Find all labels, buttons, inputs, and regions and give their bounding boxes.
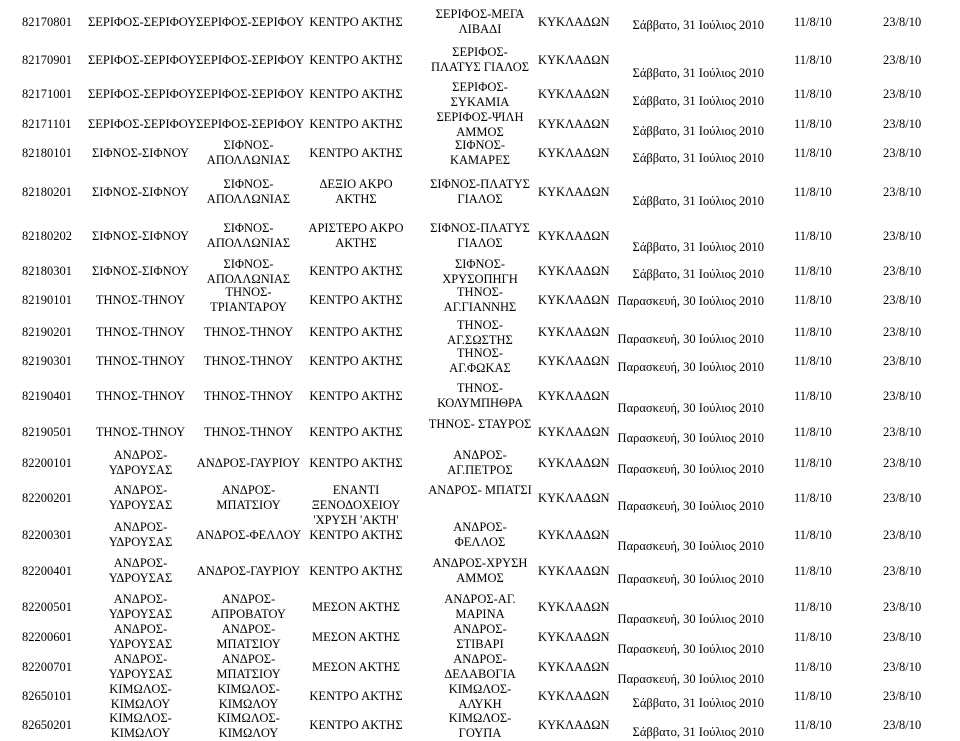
date-end-cell: 23/8/10 (883, 455, 922, 470)
date-end-cell: 23/8/10 (883, 292, 922, 307)
date-start-cell: 11/8/10 (794, 52, 832, 67)
sampling-date-cell: Παρασκευή, 30 Ιούλιος 2010 (617, 462, 764, 476)
community-cell: ΚΙΜΩΛΟΣ- ΚΙΜΩΛΟΥ (217, 682, 280, 711)
date-start-cell: 11/8/10 (794, 388, 832, 403)
sampling-point-cell: ΕΝΑΝΤΙ ΞΕΝΟΔΟΧΕΙΟΥ 'ΧΡΥΣΗ 'ΑΚΤΗ' (311, 483, 401, 527)
table-row (0, 216, 960, 256)
date-end-cell: 23/8/10 (883, 599, 922, 614)
community-cell: ΤΗΝΟΣ-ΤΗΝΟΥ (203, 424, 294, 439)
date-end-cell: 23/8/10 (883, 688, 922, 703)
prefecture-cell: ΚΥΚΛΑΔΩΝ (538, 599, 610, 614)
sampling-date-cell: Σάββατο, 31 Ιούλιος 2010 (632, 18, 764, 32)
prefecture-cell: ΚΥΚΛΑΔΩΝ (538, 455, 610, 470)
municipality-cell: ΣΙΦΝΟΣ-ΣΙΦΝΟΥ (91, 228, 190, 243)
prefecture-cell: ΚΥΚΛΑΔΩΝ (538, 14, 610, 29)
prefecture-cell: ΚΥΚΛΑΔΩΝ (538, 717, 610, 732)
community-cell: ΑΝΔΡΟΣ-ΓΑΥΡΙΟΥ (196, 563, 301, 578)
record-code-cell: 82190501 (22, 424, 72, 439)
prefecture-cell: ΚΥΚΛΑΔΩΝ (538, 263, 610, 278)
date-start-cell: 11/8/10 (794, 292, 832, 307)
date-start-cell: 11/8/10 (794, 455, 832, 470)
sampling-date-cell: Σάββατο, 31 Ιούλιος 2010 (632, 696, 764, 710)
table-row (0, 346, 960, 376)
beach-name-cell: ΚΙΜΩΛΟΣ- ΓΟΥΠΑ (448, 711, 512, 740)
municipality-cell: ΤΗΝΟΣ-ΤΗΝΟΥ (95, 424, 186, 439)
record-code-cell: 82650101 (22, 688, 72, 703)
beach-name-cell: ΤΗΝΟΣ- ΚΟΛΥΜΠΗΘΡΑ (437, 381, 523, 410)
municipality-cell: ΣΕΡΙΦΟΣ-ΣΕΡΙΦΟΥ (88, 14, 197, 29)
sampling-date-cell: Σάββατο, 31 Ιούλιος 2010 (632, 725, 764, 739)
prefecture-cell: ΚΥΚΛΑΔΩΝ (538, 490, 610, 505)
beach-name-cell: ΣΙΦΝΟΣ-ΠΛΑΤΥΣ ΓΙΑΛΟΣ (430, 221, 530, 250)
beach-name-cell: ΤΗΝΟΣ- ΑΓ.ΣΩΣΤΗΣ (447, 318, 513, 347)
community-cell: ΑΝΔΡΟΣ-ΦΕΛΛΟΥ (196, 527, 302, 542)
sampling-point-cell: ΚΕΝΤΡΟ ΑΚΤΗΣ (309, 116, 403, 131)
beach-name-cell: ΚΙΜΩΛΟΣ- ΑΛΥΚΗ (448, 682, 512, 711)
sampling-date-cell: Σάββατο, 31 Ιούλιος 2010 (632, 124, 764, 138)
record-code-cell: 82200401 (22, 563, 72, 578)
record-code-cell: 82171001 (22, 86, 72, 101)
beach-name-cell: ΑΝΔΡΟΣ- ΦΕΛΛΟΣ (453, 520, 507, 549)
record-code-cell: 82180101 (22, 145, 72, 160)
date-end-cell: 23/8/10 (883, 116, 922, 131)
municipality-cell: ΑΝΔΡΟΣ- ΥΔΡΟΥΣΑΣ (108, 652, 173, 681)
table-row (0, 479, 960, 527)
record-code-cell: 82180202 (22, 228, 72, 243)
beach-name-cell: ΑΝΔΡΟΣ- ΑΓ.ΠΕΤΡΟΣ (447, 448, 513, 477)
sampling-point-cell: ΜΕΣΟΝ ΑΚΤΗΣ (312, 599, 400, 614)
record-code-cell: 82200101 (22, 455, 72, 470)
date-start-cell: 11/8/10 (794, 424, 832, 439)
community-cell: ΑΝΔΡΟΣ- ΜΠΑΤΣΙΟΥ (216, 652, 281, 681)
table-row (0, 377, 960, 415)
community-cell: ΑΝΔΡΟΣ- ΜΠΑΤΣΙΟΥ (216, 483, 281, 512)
date-end-cell: 23/8/10 (883, 659, 922, 674)
date-start-cell: 11/8/10 (794, 629, 832, 644)
table-row (0, 711, 960, 739)
table-row (0, 170, 960, 214)
date-start-cell: 11/8/10 (794, 563, 832, 578)
sampling-point-cell: ΚΕΝΤΡΟ ΑΚΤΗΣ (309, 688, 403, 703)
beach-name-cell: ΑΝΔΡΟΣ-ΧΡΥΣΗ ΑΜΜΟΣ (432, 556, 528, 585)
community-cell: ΚΙΜΩΛΟΣ- ΚΙΜΩΛΟΥ (217, 711, 280, 740)
date-start-cell: 11/8/10 (794, 599, 832, 614)
table-row (0, 519, 960, 551)
beach-name-cell: ΑΝΔΡΟΣ- ΜΠΑΤΣΙ (428, 483, 532, 497)
sampling-point-cell: ΚΕΝΤΡΟ ΑΚΤΗΣ (309, 424, 403, 439)
sampling-date-cell: Σάββατο, 31 Ιούλιος 2010 (632, 267, 764, 281)
prefecture-cell: ΚΥΚΛΑΔΩΝ (538, 688, 610, 703)
sampling-date-cell: Παρασκευή, 30 Ιούλιος 2010 (617, 431, 764, 445)
prefecture-cell: ΚΥΚΛΑΔΩΝ (538, 527, 610, 542)
date-end-cell: 23/8/10 (883, 86, 922, 101)
sampling-date-cell: Παρασκευή, 30 Ιούλιος 2010 (617, 572, 764, 586)
date-start-cell: 11/8/10 (794, 14, 832, 29)
table-row (0, 80, 960, 108)
beach-name-cell: ΣΙΦΝΟΣ- ΧΡΥΣΟΠΗΓΗ (442, 257, 518, 286)
community-cell: ΤΗΝΟΣ-ΤΗΝΟΥ (203, 353, 294, 368)
table-row (0, 592, 960, 626)
prefecture-cell: ΚΥΚΛΑΔΩΝ (538, 86, 610, 101)
sampling-point-cell: ΚΕΝΤΡΟ ΑΚΤΗΣ (309, 388, 403, 403)
community-cell: ΤΗΝΟΣ-ΤΗΝΟΥ (203, 324, 294, 339)
municipality-cell: ΤΗΝΟΣ-ΤΗΝΟΥ (95, 388, 186, 403)
table-row (0, 4, 960, 40)
municipality-cell: ΚΙΜΩΛΟΣ- ΚΙΜΩΛΟΥ (109, 711, 172, 740)
beach-name-cell: ΑΝΔΡΟΣ- ΔΕΛΑΒΟΓΙΑ (444, 652, 516, 681)
sampling-date-cell: Σάββατο, 31 Ιούλιος 2010 (632, 240, 764, 254)
community-cell: ΣΕΡΙΦΟΣ-ΣΕΡΙΦΟΥ (196, 14, 305, 29)
date-end-cell: 23/8/10 (883, 14, 922, 29)
prefecture-cell: ΚΥΚΛΑΔΩΝ (538, 629, 610, 644)
table-row (0, 137, 960, 169)
sampling-point-cell: ΜΕΣΟΝ ΑΚΤΗΣ (312, 629, 400, 644)
date-end-cell: 23/8/10 (883, 184, 922, 199)
municipality-cell: ΤΗΝΟΣ-ΤΗΝΟΥ (95, 292, 186, 307)
record-code-cell: 82190201 (22, 324, 72, 339)
municipality-cell: ΑΝΔΡΟΣ- ΥΔΡΟΥΣΑΣ (108, 592, 173, 621)
beach-name-cell: ΣΙΦΝΟΣ- ΚΑΜΑΡΕΣ (449, 138, 511, 167)
sampling-point-cell: ΚΕΝΤΡΟ ΑΚΤΗΣ (309, 263, 403, 278)
date-start-cell: 11/8/10 (794, 659, 832, 674)
record-code-cell: 82170901 (22, 52, 72, 67)
prefecture-cell: ΚΥΚΛΑΔΩΝ (538, 228, 610, 243)
date-start-cell: 11/8/10 (794, 228, 832, 243)
prefecture-cell: ΚΥΚΛΑΔΩΝ (538, 324, 610, 339)
table-row (0, 318, 960, 346)
date-start-cell: 11/8/10 (794, 353, 832, 368)
community-cell: ΣΙΦΝΟΣ- ΑΠΟΛΛΩΝΙΑΣ (206, 177, 291, 206)
sampling-point-cell: ΚΕΝΤΡΟ ΑΚΤΗΣ (309, 86, 403, 101)
table-row (0, 417, 960, 447)
record-code-cell: 82170801 (22, 14, 72, 29)
community-cell: ΣΙΦΝΟΣ- ΑΠΟΛΛΩΝΙΑΣ (206, 257, 291, 286)
community-cell: ΣΙΦΝΟΣ- ΑΠΟΛΛΩΝΙΑΣ (206, 138, 291, 167)
prefecture-cell: ΚΥΚΛΑΔΩΝ (538, 659, 610, 674)
sampling-point-cell: ΚΕΝΤΡΟ ΑΚΤΗΣ (309, 455, 403, 470)
date-start-cell: 11/8/10 (794, 490, 832, 505)
table-row (0, 110, 960, 138)
date-start-cell: 11/8/10 (794, 116, 832, 131)
municipality-cell: ΣΕΡΙΦΟΣ-ΣΕΡΙΦΟΥ (88, 116, 197, 131)
sampling-date-cell: Σάββατο, 31 Ιούλιος 2010 (632, 94, 764, 108)
date-end-cell: 23/8/10 (883, 424, 922, 439)
community-cell: ΣΙΦΝΟΣ- ΑΠΟΛΛΩΝΙΑΣ (206, 221, 291, 250)
sampling-date-cell: Σάββατο, 31 Ιούλιος 2010 (632, 194, 764, 208)
date-start-cell: 11/8/10 (794, 184, 832, 199)
table-row (0, 448, 960, 478)
record-code-cell: 82190401 (22, 388, 72, 403)
community-cell: ΤΗΝΟΣ- ΤΡΙΑΝΤΑΡΟΥ (210, 285, 287, 314)
sampling-date-cell: Παρασκευή, 30 Ιούλιος 2010 (617, 294, 764, 308)
date-start-cell: 11/8/10 (794, 717, 832, 732)
table-row (0, 284, 960, 316)
table-row (0, 42, 960, 78)
municipality-cell: ΣΕΡΙΦΟΣ-ΣΕΡΙΦΟΥ (88, 52, 197, 67)
prefecture-cell: ΚΥΚΛΑΔΩΝ (538, 353, 610, 368)
table-row (0, 257, 960, 285)
community-cell: ΣΕΡΙΦΟΣ-ΣΕΡΙΦΟΥ (196, 86, 305, 101)
municipality-cell: ΤΗΝΟΣ-ΤΗΝΟΥ (95, 353, 186, 368)
table-row (0, 652, 960, 686)
table-row (0, 622, 960, 656)
sampling-point-cell: ΑΡΙΣΤΕΡΟ ΑΚΡΟ ΑΚΤΗΣ (308, 221, 404, 250)
prefecture-cell: ΚΥΚΛΑΔΩΝ (538, 184, 610, 199)
municipality-cell: ΚΙΜΩΛΟΣ- ΚΙΜΩΛΟΥ (109, 682, 172, 711)
record-code-cell: 82200501 (22, 599, 72, 614)
record-code-cell: 82200301 (22, 527, 72, 542)
date-start-cell: 11/8/10 (794, 688, 832, 703)
community-cell: ΤΗΝΟΣ-ΤΗΝΟΥ (203, 388, 294, 403)
municipality-cell: ΣΙΦΝΟΣ-ΣΙΦΝΟΥ (91, 145, 190, 160)
date-end-cell: 23/8/10 (883, 717, 922, 732)
sampling-point-cell: ΚΕΝΤΡΟ ΑΚΤΗΣ (309, 52, 403, 67)
beach-name-cell: ΤΗΝΟΣ- ΑΓ.ΓΙΑΝΝΗΣ (443, 285, 517, 314)
sampling-date-cell: Σάββατο, 31 Ιούλιος 2010 (632, 151, 764, 165)
community-cell: ΑΝΔΡΟΣ-ΓΑΥΡΙΟΥ (196, 455, 301, 470)
date-end-cell: 23/8/10 (883, 228, 922, 243)
prefecture-cell: ΚΥΚΛΑΔΩΝ (538, 563, 610, 578)
sampling-point-cell: ΚΕΝΤΡΟ ΑΚΤΗΣ (309, 563, 403, 578)
beach-name-cell: ΣΕΡΙΦΟΣ-ΜΕΓΑ ΛΙΒΑΔΙ (435, 7, 525, 36)
date-end-cell: 23/8/10 (883, 263, 922, 278)
sampling-date-cell: Παρασκευή, 30 Ιούλιος 2010 (617, 360, 764, 374)
sampling-point-cell: ΚΕΝΤΡΟ ΑΚΤΗΣ (309, 292, 403, 307)
table-row (0, 552, 960, 590)
prefecture-cell: ΚΥΚΛΑΔΩΝ (538, 145, 610, 160)
beach-name-cell: ΣΙΦΝΟΣ-ΠΛΑΤΥΣ ΓΙΑΛΟΣ (430, 177, 530, 206)
prefecture-cell: ΚΥΚΛΑΔΩΝ (538, 52, 610, 67)
date-start-cell: 11/8/10 (794, 86, 832, 101)
community-cell: ΑΝΔΡΟΣ- ΜΠΑΤΣΙΟΥ (216, 622, 281, 651)
sampling-date-cell: Σάββατο, 31 Ιούλιος 2010 (632, 66, 764, 80)
record-code-cell: 82171101 (22, 116, 72, 131)
prefecture-cell: ΚΥΚΛΑΔΩΝ (538, 292, 610, 307)
date-end-cell: 23/8/10 (883, 353, 922, 368)
record-code-cell: 82180201 (22, 184, 72, 199)
record-code-cell: 82190101 (22, 292, 72, 307)
record-code-cell: 82200701 (22, 659, 72, 674)
beach-name-cell: ΣΕΡΙΦΟΣ- ΣΥΚΑΜΙΑ (450, 80, 510, 109)
date-end-cell: 23/8/10 (883, 324, 922, 339)
municipality-cell: ΤΗΝΟΣ-ΤΗΝΟΥ (95, 324, 186, 339)
community-cell: ΑΝΔΡΟΣ- ΑΠΡΟΒΑΤΟΥ (211, 592, 286, 621)
municipality-cell: ΑΝΔΡΟΣ- ΥΔΡΟΥΣΑΣ (108, 483, 173, 512)
prefecture-cell: ΚΥΚΛΑΔΩΝ (538, 424, 610, 439)
municipality-cell: ΣΕΡΙΦΟΣ-ΣΕΡΙΦΟΥ (88, 86, 197, 101)
beach-name-cell: ΤΗΝΟΣ- ΑΓ.ΦΩΚΑΣ (449, 346, 511, 375)
prefecture-cell: ΚΥΚΛΑΔΩΝ (538, 116, 610, 131)
date-end-cell: 23/8/10 (883, 52, 922, 67)
beach-name-cell: ΣΕΡΙΦΟΣ- ΠΛΑΤΥΣ ΓΙΑΛΟΣ (430, 45, 530, 74)
record-code-cell: 82200201 (22, 490, 72, 505)
record-code-cell: 82180301 (22, 263, 72, 278)
sampling-point-cell: ΜΕΣΟΝ ΑΚΤΗΣ (312, 659, 400, 674)
sampling-date-cell: Παρασκευή, 30 Ιούλιος 2010 (617, 642, 764, 656)
date-end-cell: 23/8/10 (883, 490, 922, 505)
sampling-point-cell: ΚΕΝΤΡΟ ΑΚΤΗΣ (309, 14, 403, 29)
community-cell: ΣΕΡΙΦΟΣ-ΣΕΡΙΦΟΥ (196, 52, 305, 67)
sampling-point-cell: ΚΕΝΤΡΟ ΑΚΤΗΣ (309, 353, 403, 368)
municipality-cell: ΑΝΔΡΟΣ- ΥΔΡΟΥΣΑΣ (108, 520, 173, 549)
date-start-cell: 11/8/10 (794, 527, 832, 542)
date-end-cell: 23/8/10 (883, 629, 922, 644)
community-cell: ΣΕΡΙΦΟΣ-ΣΕΡΙΦΟΥ (196, 116, 305, 131)
beach-name-cell: ΤΗΝΟΣ- ΣΤΑΥΡΟΣ (428, 417, 532, 431)
sampling-point-cell: ΚΕΝΤΡΟ ΑΚΤΗΣ (309, 527, 403, 542)
record-code-cell: 82200601 (22, 629, 72, 644)
date-end-cell: 23/8/10 (883, 145, 922, 160)
date-end-cell: 23/8/10 (883, 563, 922, 578)
prefecture-cell: ΚΥΚΛΑΔΩΝ (538, 388, 610, 403)
sampling-date-cell: Παρασκευή, 30 Ιούλιος 2010 (617, 672, 764, 686)
date-start-cell: 11/8/10 (794, 145, 832, 160)
table-row (0, 682, 960, 710)
beach-name-cell: ΑΝΔΡΟΣ- ΣΤΙΒΑΡΙ (453, 622, 507, 651)
record-code-cell: 82190301 (22, 353, 72, 368)
sampling-point-cell: ΚΕΝΤΡΟ ΑΚΤΗΣ (309, 145, 403, 160)
sampling-point-cell: ΚΕΝΤΡΟ ΑΚΤΗΣ (309, 324, 403, 339)
beach-name-cell: ΣΕΡΙΦΟΣ-ΨΙΛΗ ΑΜΜΟΣ (436, 110, 524, 139)
date-start-cell: 11/8/10 (794, 263, 832, 278)
municipality-cell: ΣΙΦΝΟΣ-ΣΙΦΝΟΥ (91, 184, 190, 199)
date-start-cell: 11/8/10 (794, 324, 832, 339)
sampling-date-cell: Παρασκευή, 30 Ιούλιος 2010 (617, 539, 764, 553)
municipality-cell: ΑΝΔΡΟΣ- ΥΔΡΟΥΣΑΣ (108, 622, 173, 651)
record-code-cell: 82650201 (22, 717, 72, 732)
sampling-date-cell: Παρασκευή, 30 Ιούλιος 2010 (617, 499, 764, 513)
municipality-cell: ΑΝΔΡΟΣ- ΥΔΡΟΥΣΑΣ (108, 448, 173, 477)
beach-name-cell: ΑΝΔΡΟΣ-ΑΓ. ΜΑΡΙΝΑ (444, 592, 516, 621)
sampling-date-cell: Παρασκευή, 30 Ιούλιος 2010 (617, 401, 764, 415)
date-end-cell: 23/8/10 (883, 388, 922, 403)
sampling-date-cell: Παρασκευή, 30 Ιούλιος 2010 (617, 332, 764, 346)
sampling-date-cell: Παρασκευή, 30 Ιούλιος 2010 (617, 612, 764, 626)
sampling-point-cell: ΔΕΞΙΟ ΑΚΡΟ ΑΚΤΗΣ (319, 177, 393, 206)
sampling-point-cell: ΚΕΝΤΡΟ ΑΚΤΗΣ (309, 717, 403, 732)
municipality-cell: ΣΙΦΝΟΣ-ΣΙΦΝΟΥ (91, 263, 190, 278)
municipality-cell: ΑΝΔΡΟΣ- ΥΔΡΟΥΣΑΣ (108, 556, 173, 585)
date-end-cell: 23/8/10 (883, 527, 922, 542)
